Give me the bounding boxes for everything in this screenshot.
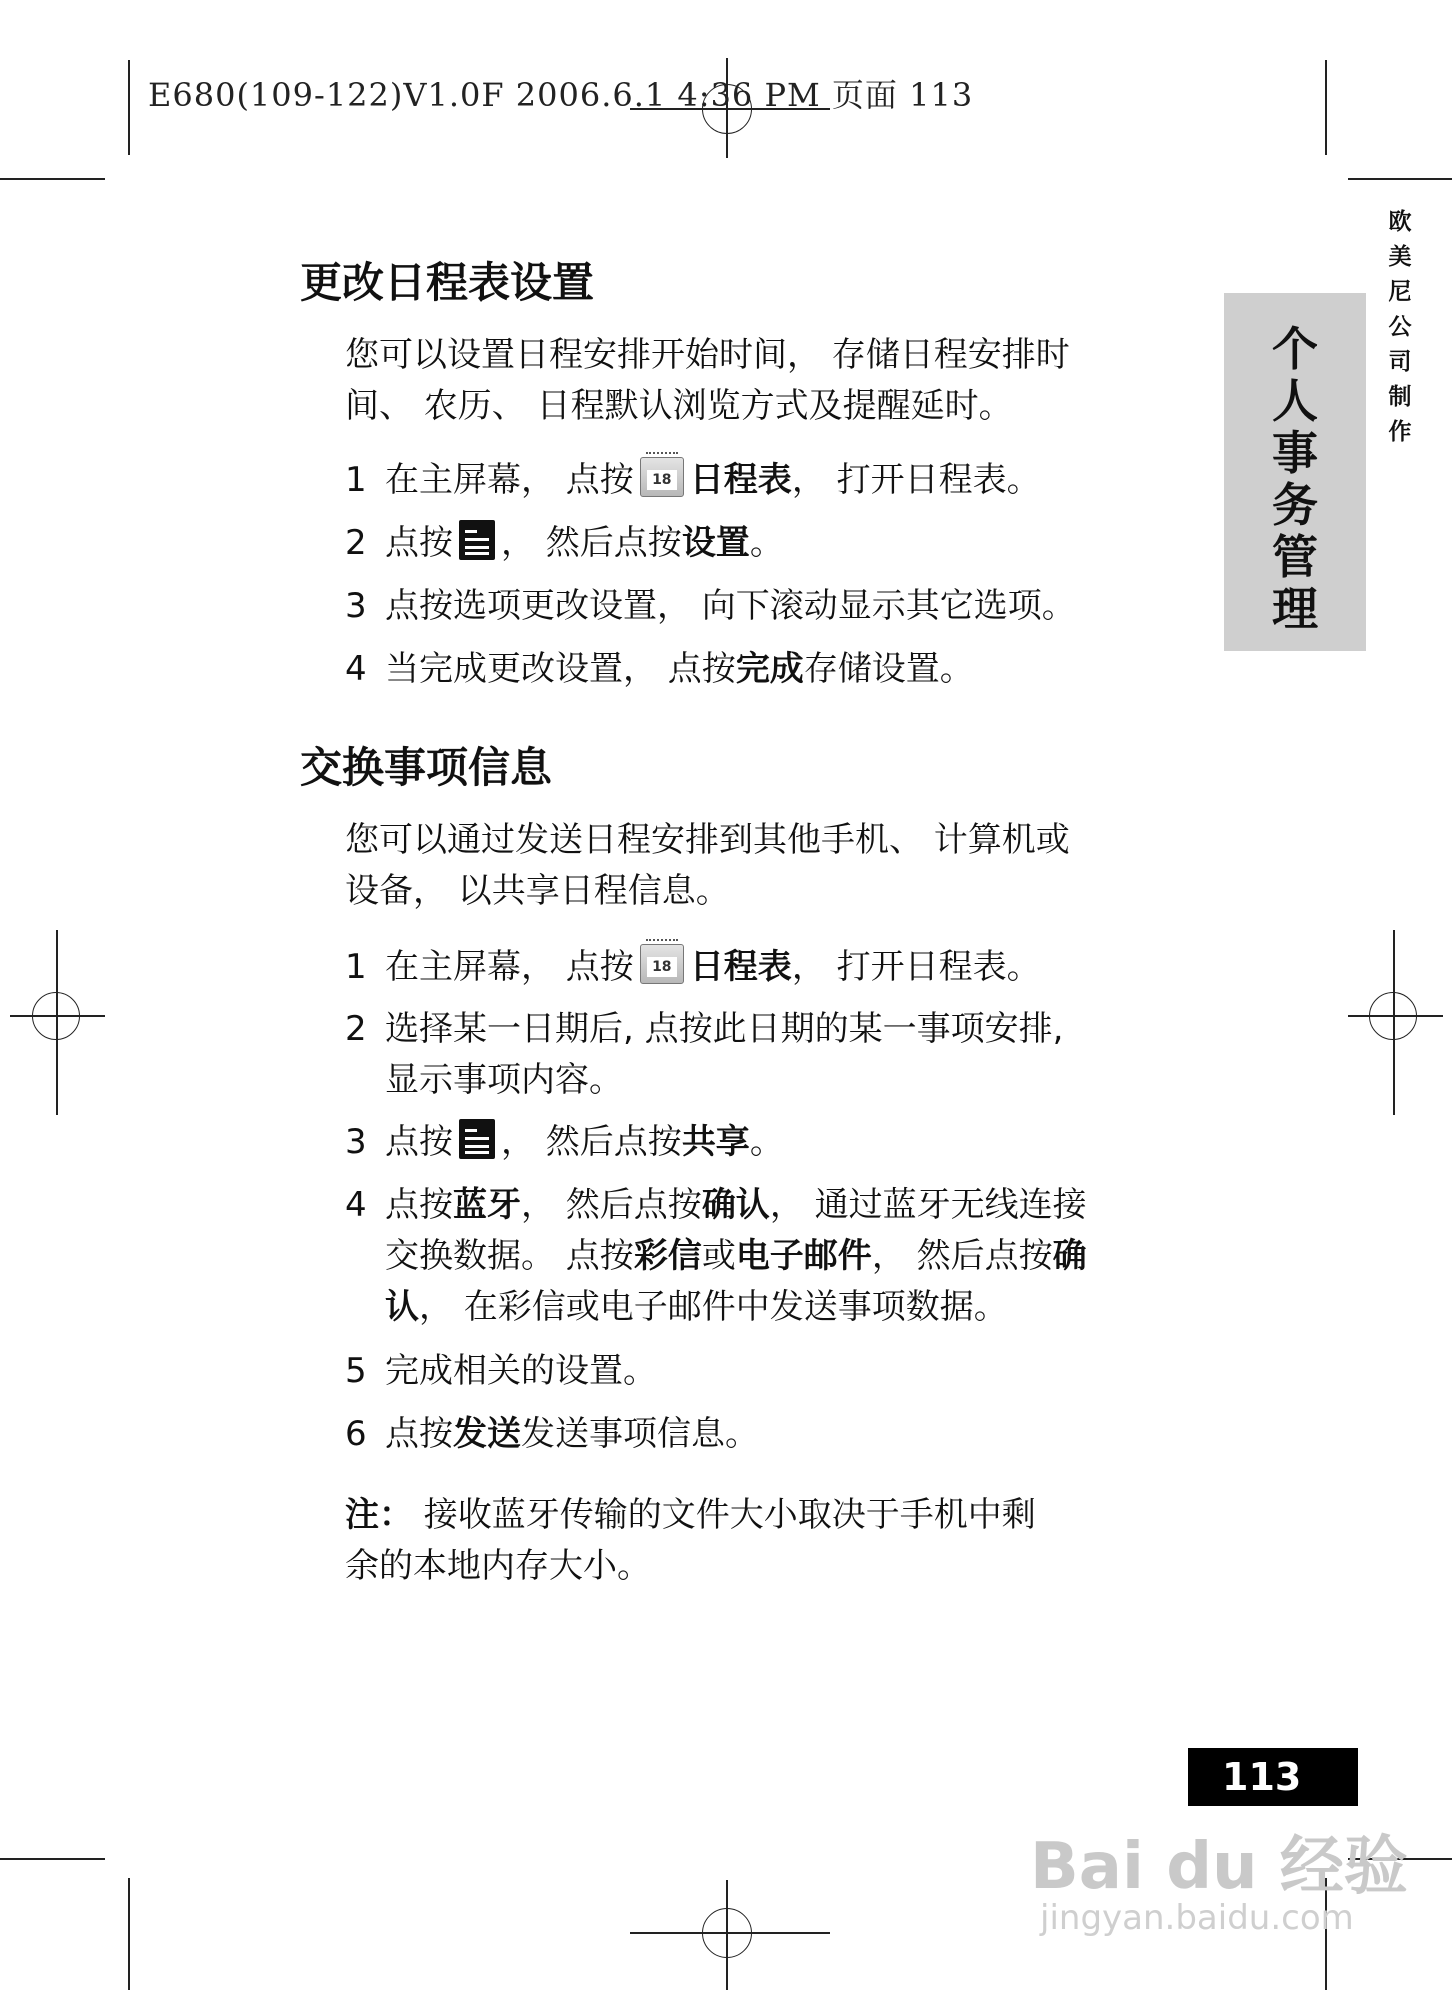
- print-info-header: E680(109-122)V1.0F 2006.6.1 4:36 PM 页面 113: [148, 76, 974, 114]
- brand-char: 欧: [1388, 209, 1412, 235]
- step-text: ， 打开日程表。: [791, 460, 1041, 500]
- crop-mark: [128, 60, 130, 155]
- note-text: 余的本地内存大小。: [345, 1546, 651, 1586]
- step-number: 3: [345, 1122, 367, 1162]
- step-text: ， 通过蓝牙无线连接: [769, 1185, 1087, 1225]
- brand-char: 司: [1388, 349, 1412, 375]
- step-text: 点按: [385, 1122, 453, 1162]
- step-text: 点按选项更改设置， 向下滚动显示其它选项。: [385, 586, 1076, 626]
- baidu-watermark-logo: Bai du 经验: [1030, 1830, 1408, 1904]
- menu-icon: [459, 1119, 495, 1159]
- step-text: ， 打开日程表。: [791, 947, 1041, 987]
- chapter-char: 个: [1272, 322, 1318, 376]
- mms-label: 彩信: [633, 1236, 702, 1276]
- step-text: ， 然后点按: [501, 523, 682, 563]
- step-text: 在主屏幕， 点按: [385, 947, 634, 987]
- step-item: [345, 1409, 1205, 1460]
- section1-intro: [345, 330, 1195, 432]
- step-number: 4: [345, 1185, 367, 1225]
- step-item: [345, 644, 1205, 695]
- step-text: 发送事项信息。: [521, 1414, 759, 1454]
- crop-mark: [0, 178, 105, 180]
- step-item: [345, 1004, 1205, 1106]
- chapter-title-vertical: [1224, 323, 1366, 635]
- step-number: 1: [345, 947, 367, 987]
- step-number: 2: [345, 523, 367, 563]
- step-number: 1: [345, 460, 367, 500]
- baidu-watermark-url: jingyan.baidu.com: [1040, 1898, 1354, 1938]
- step-text: 显示事项内容。: [385, 1060, 623, 1100]
- section-title-exchange-event-info: 交换事项信息: [300, 743, 553, 792]
- intro-line: 您可以通过发送日程安排到其他手机、 计算机或: [345, 820, 1070, 860]
- step-item: [345, 518, 1205, 569]
- confirm-label: 确认: [701, 1185, 770, 1225]
- calendar-day: 18: [647, 470, 677, 490]
- calendar-label: 日程表: [689, 947, 792, 987]
- brand-char: 制: [1388, 384, 1412, 410]
- menu-icon: [459, 520, 495, 560]
- intro-line: 间、 农历、 日程默认浏览方式及提醒延时。: [345, 386, 1013, 426]
- step-text: 。: [749, 523, 784, 563]
- step-text: ， 然后点按: [501, 1122, 682, 1162]
- note-text: 接收蓝牙传输的文件大小取决于手机中剩: [413, 1495, 1036, 1535]
- step-text: ， 然后点按: [871, 1236, 1053, 1276]
- step-text: 选择某一日期后, 点按此日期的某一事项安排,: [385, 1009, 1064, 1049]
- registration-circle: [32, 992, 80, 1040]
- calendar-day: 18: [647, 957, 677, 977]
- crop-mark: [128, 1878, 130, 1990]
- chapter-char: 人: [1272, 374, 1318, 428]
- intro-line: 您可以设置日程安排开始时间， 存储日程安排时: [345, 335, 1070, 375]
- step-text: 或: [701, 1236, 736, 1276]
- share-label: 共享: [681, 1122, 750, 1162]
- step-text: 。: [749, 1122, 784, 1162]
- section-title-change-calendar-settings: 更改日程表设置: [300, 258, 595, 307]
- confirm-label: 认: [385, 1287, 419, 1327]
- page-number: 113: [1188, 1748, 1358, 1806]
- step-text: 在主屏幕， 点按: [385, 460, 634, 500]
- step-text: 点按: [385, 523, 453, 563]
- step-text: 点按: [385, 1414, 453, 1454]
- bluetooth-label: 蓝牙: [453, 1185, 521, 1225]
- step-text: ， 然后点按: [521, 1185, 702, 1225]
- step-number: 5: [345, 1351, 367, 1391]
- brand-char: 公: [1388, 314, 1412, 340]
- crop-mark: [1348, 178, 1452, 180]
- done-label: 完成: [735, 649, 804, 689]
- chapter-char: 事: [1272, 426, 1318, 480]
- crop-mark: [1325, 60, 1327, 155]
- step-item: [345, 942, 1205, 993]
- registration-circle: [702, 1908, 752, 1958]
- chapter-char: 务: [1272, 478, 1318, 532]
- send-label: 发送: [453, 1414, 521, 1454]
- chapter-char: 理: [1272, 582, 1318, 636]
- step-number: 2: [345, 1009, 367, 1049]
- step-text: 存储设置。: [803, 649, 974, 689]
- step-text: 点按: [385, 1185, 453, 1225]
- brand-vertical-text: [1380, 205, 1420, 450]
- step-item: [345, 581, 1205, 632]
- step-number: 6: [345, 1414, 367, 1454]
- note-label: 注：: [345, 1495, 413, 1535]
- intro-line: 设备， 以共享日程信息。: [345, 871, 730, 911]
- email-label: 电子邮件: [735, 1236, 872, 1276]
- calendar-label: 日程表: [689, 460, 792, 500]
- step-number: 3: [345, 586, 367, 626]
- note: [345, 1490, 1195, 1592]
- chapter-char: 管: [1272, 530, 1318, 584]
- calendar-icon: [640, 457, 684, 497]
- step-number: 4: [345, 649, 367, 689]
- registration-circle: [1369, 992, 1417, 1040]
- brand-char: 美: [1388, 244, 1412, 270]
- step-text: 当完成更改设置， 点按: [385, 649, 736, 689]
- crop-mark: [0, 1858, 105, 1860]
- step-text: ， 在彩信或电子邮件中发送事项数据。: [419, 1287, 1008, 1327]
- brand-char: 作: [1388, 419, 1412, 445]
- step-item: [345, 1346, 1205, 1397]
- confirm-label: 确: [1052, 1236, 1087, 1276]
- section2-intro: [345, 815, 1195, 917]
- step-item: [345, 1117, 1205, 1168]
- chapter-side-tab: [1224, 293, 1366, 651]
- settings-label: 设置: [681, 523, 750, 563]
- brand-char: 尼: [1388, 279, 1412, 305]
- step-text: 完成相关的设置。: [385, 1351, 657, 1391]
- step-text: 交换数据。 点按: [385, 1236, 634, 1276]
- calendar-icon: [640, 944, 684, 984]
- step-item: [345, 455, 1205, 506]
- step-item: [345, 1180, 1205, 1333]
